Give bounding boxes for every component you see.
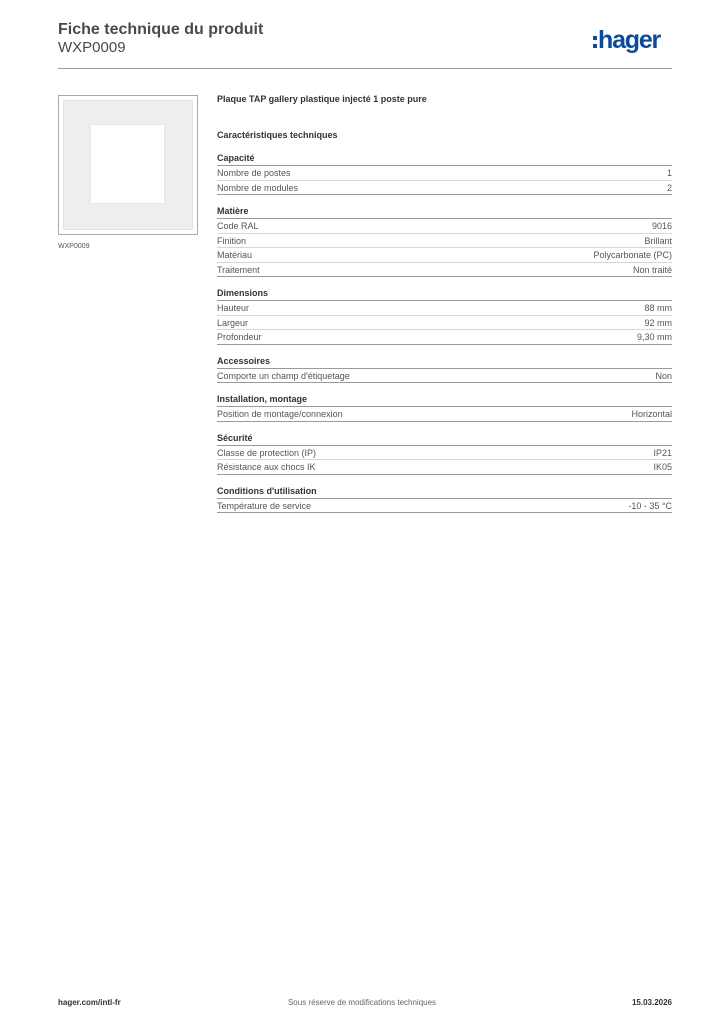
spec-row: [217, 219, 672, 234]
spec-label: Hauteur: [217, 303, 250, 313]
plate-opening: [90, 124, 165, 204]
spec-sections: [217, 152, 672, 513]
section-title: Matière: [217, 205, 672, 219]
section-rows: [217, 446, 672, 475]
spec-section: [217, 205, 672, 277]
spec-value: 2: [666, 182, 672, 193]
spec-value: IK05: [653, 462, 672, 472]
spec-section: [217, 485, 672, 514]
spec-label: Nombre de postes: [217, 168, 291, 178]
spec-label: Comporte un champ d'étiquetage: [217, 370, 350, 381]
spec-value: 9016: [651, 221, 672, 231]
spec-label: Finition: [217, 235, 247, 246]
spec-section: [217, 152, 672, 195]
spec-row: [217, 330, 672, 345]
section-rows: [217, 407, 672, 422]
spec-value: Horizontal: [631, 409, 672, 419]
spec-label: Code RAL: [217, 221, 259, 231]
wall-plate-illustration: [63, 100, 193, 230]
spec-row: [217, 499, 672, 514]
spec-value: 92 mm: [644, 317, 672, 328]
product-image-caption: WXP0009: [58, 243, 90, 250]
spec-row: [217, 166, 672, 181]
spec-value: -10 - 35 °C: [628, 500, 672, 511]
logo-text: hager: [598, 26, 661, 54]
spec-value: IP21: [653, 447, 672, 458]
spec-value: Brillant: [644, 235, 672, 246]
spec-row: [217, 460, 672, 475]
spec-label: Profondeur: [217, 332, 262, 342]
section-rows: [217, 301, 672, 345]
spec-row: [217, 369, 672, 384]
spec-row: [217, 263, 672, 278]
spec-row: [217, 446, 672, 461]
product-description: Plaque TAP gallery plastique injecté 1 poste pure: [217, 94, 427, 104]
spec-row: [217, 234, 672, 249]
footer-notice: Sous réserve de modifications techniques: [287, 998, 437, 1007]
header-divider: [58, 68, 672, 69]
section-rows: [217, 499, 672, 514]
product-code: WXP0009: [58, 39, 126, 56]
footer-date: 15.03.2026: [631, 998, 672, 1007]
spec-row: [217, 248, 672, 263]
hager-logo[interactable]: [593, 28, 660, 58]
product-image: [58, 95, 198, 235]
spec-section: [217, 393, 672, 422]
spec-label: Traitement: [217, 264, 260, 275]
section-title: Accessoires: [217, 355, 672, 369]
section-title: Sécurité: [217, 432, 672, 446]
spec-label: Largeur: [217, 317, 249, 328]
footer-website-link[interactable]: hager.com/intl-fr: [58, 998, 121, 1007]
spec-value: 1: [666, 168, 672, 178]
spec-value: 9,30 mm: [636, 332, 672, 342]
section-rows: [217, 219, 672, 277]
spec-row: [217, 301, 672, 316]
spec-label: Classe de protection (IP): [217, 447, 317, 458]
spec-section: [217, 355, 672, 384]
section-rows: [217, 166, 672, 195]
spec-label: Position de montage/connexion: [217, 409, 343, 419]
spec-section: [217, 287, 672, 345]
section-title: Installation, montage: [217, 393, 672, 407]
section-title: Capacité: [217, 152, 672, 166]
spec-row: [217, 316, 672, 331]
spec-label: Résistance aux chocs IK: [217, 462, 316, 472]
spec-value: Non: [655, 370, 672, 381]
logo-colon-icon: [593, 36, 597, 48]
spec-heading: Caractéristiques techniques: [217, 130, 338, 140]
section-title: Dimensions: [217, 287, 672, 301]
spec-label: Nombre de modules: [217, 182, 299, 193]
spec-row: [217, 181, 672, 196]
section-title: Conditions d'utilisation: [217, 485, 672, 499]
spec-section: [217, 432, 672, 475]
spec-label: Température de service: [217, 500, 312, 511]
section-rows: [217, 369, 672, 384]
spec-area: [217, 92, 672, 513]
spec-label: Matériau: [217, 250, 253, 260]
spec-value: Polycarbonate (PC): [593, 250, 672, 260]
spec-value: Non traité: [632, 264, 672, 275]
spec-value: 88 mm: [644, 303, 672, 313]
spec-row: [217, 407, 672, 422]
page-title: Fiche technique du produit: [58, 21, 264, 38]
